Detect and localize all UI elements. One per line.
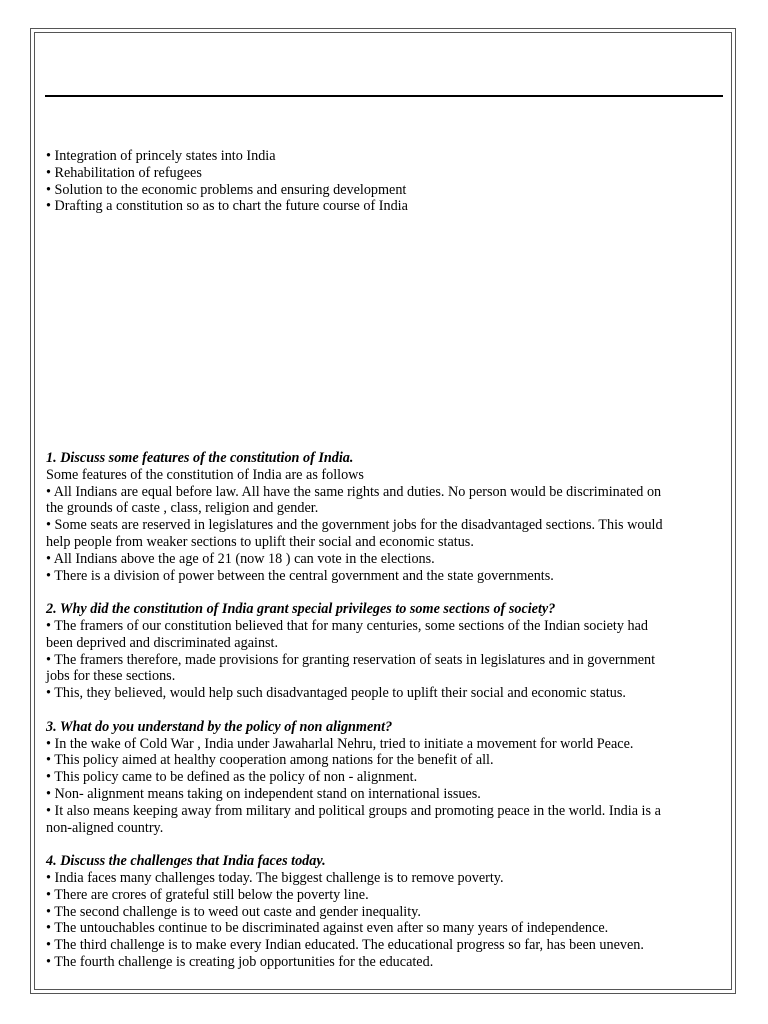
answer-line: • The third challenge is to make every Indian educated. The educational progress so far, has been uneven. [46, 937, 644, 954]
answer-line: • India faces many challenges today. The biggest challenge is to remove poverty. [46, 869, 504, 886]
answer-line: • This policy aimed at healthy cooperation among nations for the benefit of all. [46, 752, 494, 769]
answer-line: • Some seats are reserved in legislatures and the government jobs for the disadvantaged sections. This would [46, 517, 663, 534]
intro-item: • Rehabilitation of refugees [46, 164, 202, 181]
answer-line: • The untouchables continue to be discriminated against even after so many years of independence. [46, 920, 609, 937]
intro-item: • Solution to the economic problems and ensuring development [46, 181, 407, 198]
question-heading: 4. Discuss the challenges that India faces today. [46, 853, 326, 870]
answer-line: been deprived and discriminated against. [46, 634, 279, 651]
intro-item: • Drafting a constitution so as to chart the future course of India [46, 198, 408, 215]
answer-line: jobs for these sections. [46, 668, 176, 685]
intro-item: • Integration of princely states into India [46, 148, 276, 164]
answer-line: • All Indians above the age of 21 (now 18 ) can vote in the elections. [46, 550, 435, 567]
section-spacer [46, 836, 722, 853]
answer-line: • Non- alignment means taking on independent stand on international issues. [46, 785, 481, 802]
answer-line: non-aligned country. [46, 819, 164, 836]
section-spacer [46, 584, 722, 601]
answer-line: • All Indians are equal before law. All have the same rights and duties. No person would be discriminated on [46, 483, 662, 500]
question-heading: 2. Why did the constitution of India grant special privileges to some sections of society? [46, 601, 556, 618]
answer-line: Some features of the constitution of India are as follows [46, 466, 364, 483]
question-heading: 3. What do you understand by the policy of non alignment? [46, 718, 393, 735]
answer-line: help people from weaker sections to uplift their social and economic status. [46, 533, 474, 550]
answer-line: • This, they believed, would help such disadvantaged people to uplift their social and economic status. [46, 685, 626, 702]
section-spacer [46, 702, 722, 719]
intro-list [46, 148, 722, 215]
answer-line: • The second challenge is to weed out caste and gender inequality. [46, 903, 421, 920]
answer-line: • The framers of our constitution believed that for many centuries, some sections of the Indian society had [46, 617, 648, 634]
answer-line: • There is a division of power between the central government and the state governments. [46, 567, 554, 584]
answer-line: • In the wake of Cold War , India under Jawaharlal Nehru, tried to initiate a movement for world Peace. [46, 735, 634, 752]
answer-line: • It also means keeping away from military and political groups and promoting peace in the world. India is a [46, 802, 661, 819]
qa-content [46, 450, 722, 971]
header-rule [45, 95, 723, 97]
answer-line: the grounds of caste , class, religion and gender. [46, 500, 319, 517]
answer-line: • This policy came to be defined as the policy of non - alignment. [46, 769, 418, 786]
question-heading: 1. Discuss some features of the constitution of India. [46, 450, 354, 466]
answer-line: • The fourth challenge is creating job opportunities for the educated. [46, 953, 434, 970]
answer-line: • The framers therefore, made provisions for granting reservation of seats in legislatures and in government [46, 651, 656, 668]
answer-line: • There are crores of grateful still below the poverty line. [46, 886, 369, 903]
